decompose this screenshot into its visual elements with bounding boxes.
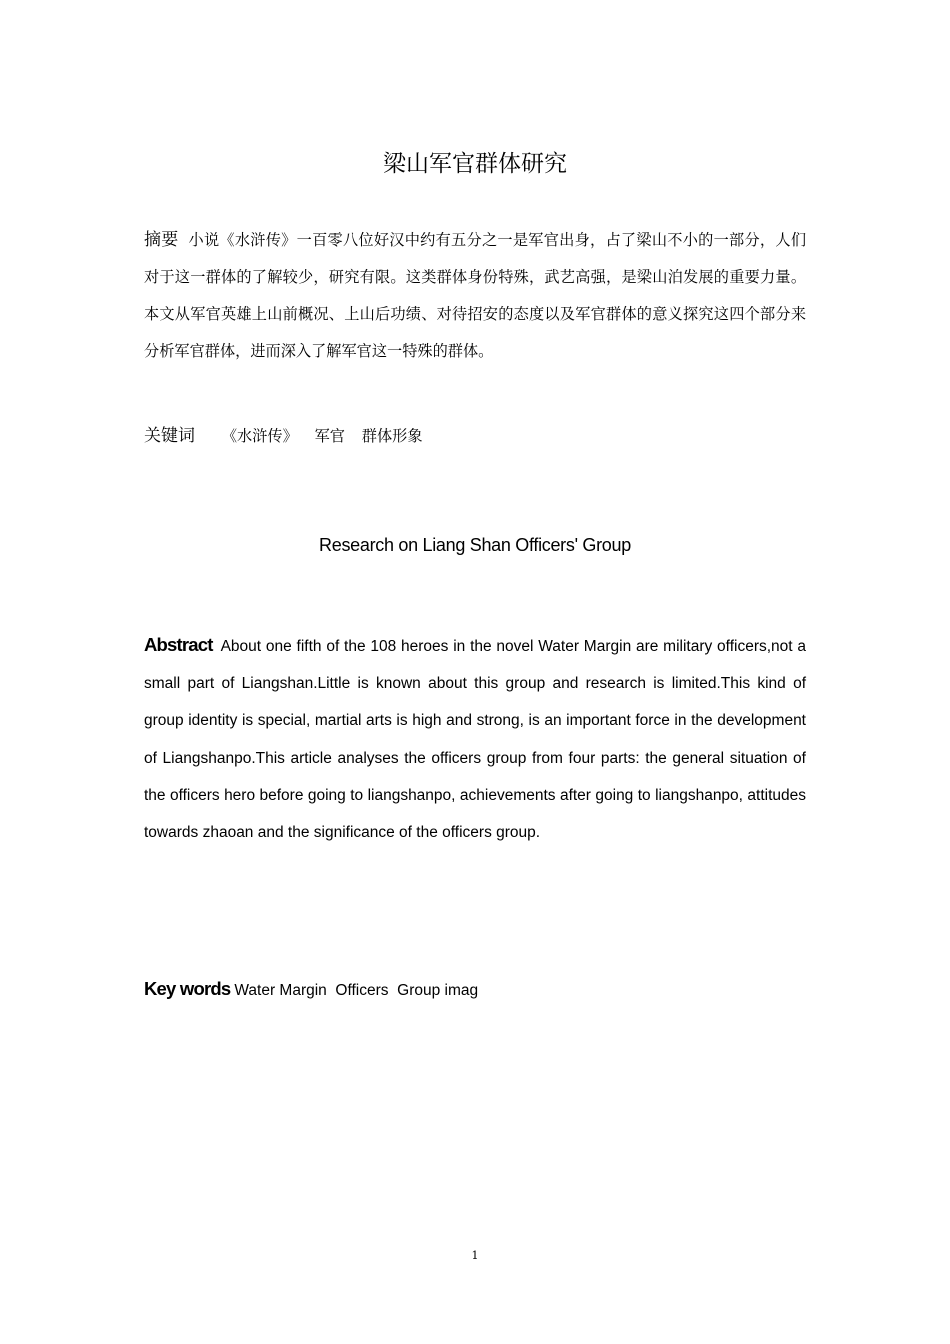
chinese-keyword: 军官 <box>314 427 345 445</box>
english-title: Research on Liang Shan Officers' Group <box>319 535 631 555</box>
english-abstract-label: Abstract <box>144 634 213 655</box>
page-number: 1 <box>471 1249 479 1262</box>
chinese-abstract-text: 小说《水浒传》一百零八位好汉中约有五分之一是军官出身，占了梁山不小的一部分，人们对于这一群体的了解较少，研究有限。这类群体身份特殊，武艺高强，是梁山泊发展的重要力量。本文从军官英雄上山前概况、上山后功绩、对待招安的态度以及军官群体的意义探究这四个部分来分析军官群体，进而深入了解军官这一特殊的群体。 <box>144 231 807 360</box>
chinese-keywords-label: 关键词 <box>144 426 195 446</box>
chinese-abstract-label: 摘要 <box>144 230 179 250</box>
english-keywords <box>144 970 478 1009</box>
chinese-keyword: 群体形象 <box>361 427 423 445</box>
english-keywords-text: Water Margin Officers Group imag <box>234 982 479 999</box>
english-abstract-text: About one fifth of the 108 heroes in the novel Water Margin are military officers,not a small part of Liangshan.Little is known about this group and research is limited.This kind of group identity is special, martial arts is high and strong, is an important force in the development of Liangshanpo.This article analyses the officers group from four parts: the general situation of the officers hero before going to liangshanpo, achievements after going to liangshanpo, attitudes towards zhaoan and the significance of the officers group. <box>144 638 806 842</box>
chinese-title: 梁山军官群体研究 <box>383 151 567 177</box>
english-keywords-label: Key words <box>144 978 231 999</box>
chinese-abstract <box>144 222 806 370</box>
chinese-keyword: 《水浒传》 <box>221 427 298 445</box>
chinese-keywords <box>144 418 423 455</box>
english-abstract <box>144 626 806 851</box>
